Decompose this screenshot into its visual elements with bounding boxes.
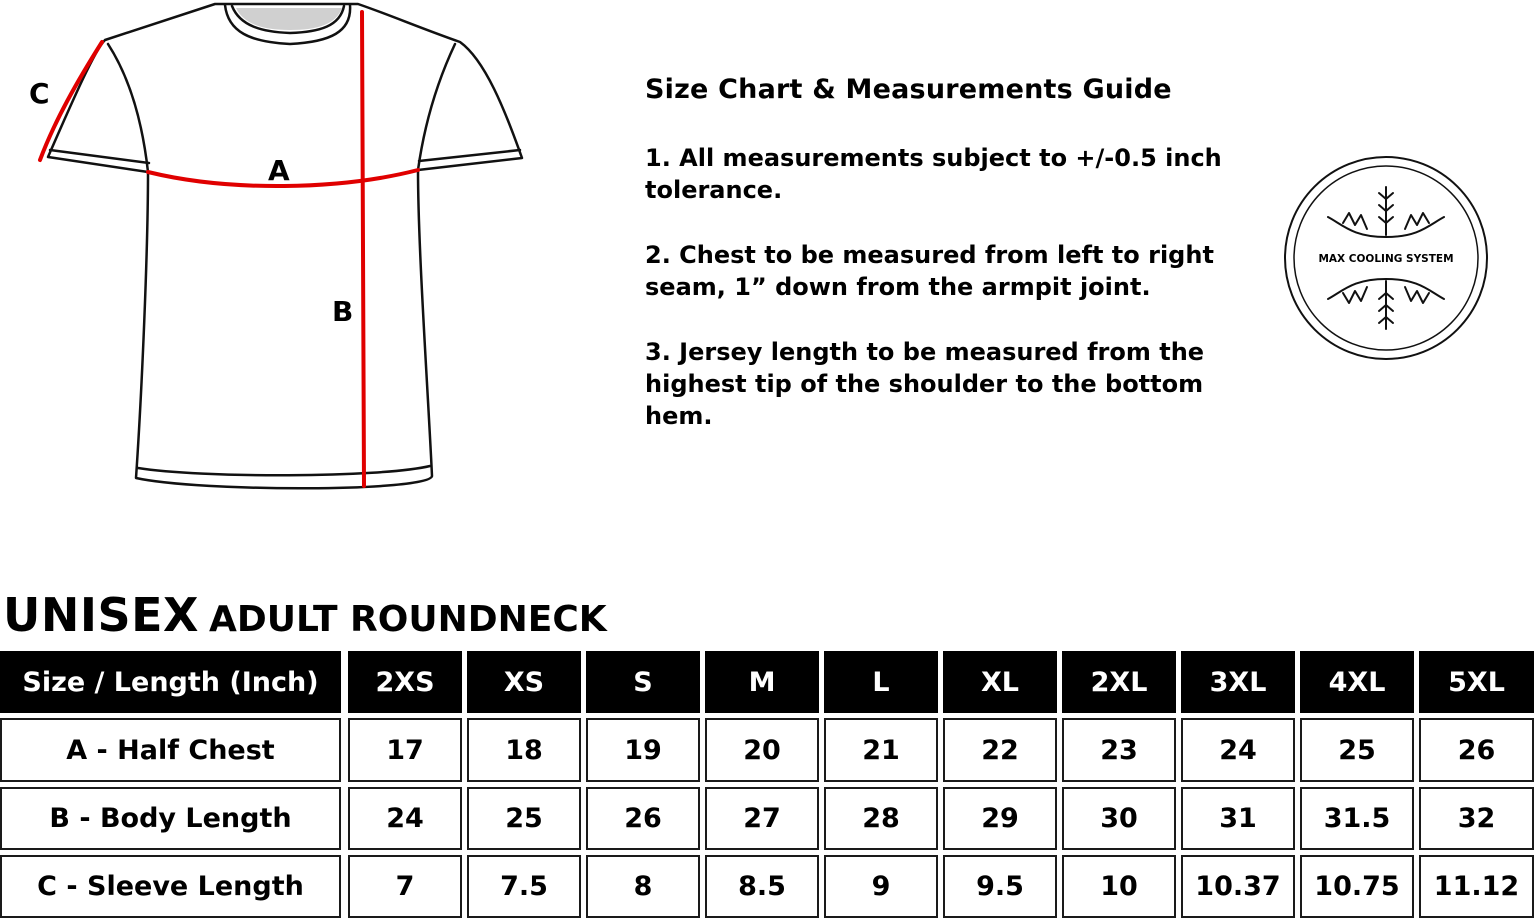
- table-cell-value: 17: [348, 718, 462, 782]
- table-cell-value: 8: [586, 855, 700, 918]
- label-b: B: [332, 295, 354, 328]
- table-header-size: 2XS: [348, 651, 462, 713]
- table-row-label: B - Body Length: [0, 787, 341, 850]
- table-cell-value: 31.5: [1300, 787, 1414, 850]
- table-cell-value: 27: [705, 787, 819, 850]
- table-title-sub: ADULT ROUNDNECK: [208, 599, 607, 640]
- label-a: A: [268, 154, 290, 187]
- table-cell-value: 25: [467, 787, 581, 850]
- table-cell-value: 9: [824, 855, 938, 918]
- table-header-size: 5XL: [1419, 651, 1534, 713]
- table-title: [3, 588, 607, 642]
- table-cell-value: 30: [1062, 787, 1176, 850]
- table-header-size: 2XL: [1062, 651, 1176, 713]
- table-row-label: C - Sleeve Length: [0, 855, 341, 918]
- label-c: C: [29, 77, 50, 110]
- table-cell-value: 7: [348, 855, 462, 918]
- tshirt-diagram: [0, 0, 640, 520]
- table-cell-value: 31: [1181, 787, 1295, 850]
- table-cell-value: 19: [586, 718, 700, 782]
- measurement-lines: [40, 12, 418, 486]
- table-cell-value: 7.5: [467, 855, 581, 918]
- table-cell-value: 26: [586, 787, 700, 850]
- table-header-size: 4XL: [1300, 651, 1414, 713]
- table-header-size: S: [586, 651, 700, 713]
- table-cell-value: 8.5: [705, 855, 819, 918]
- guide-note-3: 3. Jersey length to be measured from the highest tip of the shoulder to the bottom hem.: [645, 338, 1205, 430]
- table-cell-value: 9.5: [943, 855, 1057, 918]
- table-cell-value: 26: [1419, 718, 1534, 782]
- measure-line-b: [362, 12, 364, 486]
- table-cell-value: 20: [705, 718, 819, 782]
- table-cell-value: 11.12: [1419, 855, 1534, 918]
- table-cell-value: 24: [348, 787, 462, 850]
- table-title-main: UNISEX: [3, 588, 199, 642]
- table-header-size: XS: [467, 651, 581, 713]
- table-header-size: 3XL: [1181, 651, 1295, 713]
- table-header-size: M: [705, 651, 819, 713]
- table-cell-value: 10.37: [1181, 855, 1295, 918]
- table-cell-value: 23: [1062, 718, 1176, 782]
- table-cell-value: 22: [943, 718, 1057, 782]
- table-cell-value: 25: [1300, 718, 1414, 782]
- table-header-label: Size / Length (Inch): [0, 651, 341, 713]
- table-header-size: L: [824, 651, 938, 713]
- badge-text: MAX COOLING SYSTEM: [1318, 253, 1454, 265]
- guide-note-2: 2. Chest to be measured from left to right seam, 1” down from the armpit joint.: [645, 241, 1214, 301]
- max-cooling-badge: [1283, 155, 1489, 361]
- table-cell-value: 10: [1062, 855, 1176, 918]
- table-header-size: XL: [943, 651, 1057, 713]
- table-cell-value: 24: [1181, 718, 1295, 782]
- table-row-label: A - Half Chest: [0, 718, 341, 782]
- guide-note-1: 1. All measurements subject to +/-0.5 inch tolerance.: [645, 144, 1222, 204]
- table-cell-value: 32: [1419, 787, 1534, 850]
- table-cell-value: 18: [467, 718, 581, 782]
- table-cell-value: 21: [824, 718, 938, 782]
- table-cell-value: 28: [824, 787, 938, 850]
- guide-title: Size Chart & Measurements Guide: [645, 74, 1172, 105]
- table-cell-value: 10.75: [1300, 855, 1414, 918]
- table-cell-value: 29: [943, 787, 1057, 850]
- tshirt-outline: [48, 4, 522, 488]
